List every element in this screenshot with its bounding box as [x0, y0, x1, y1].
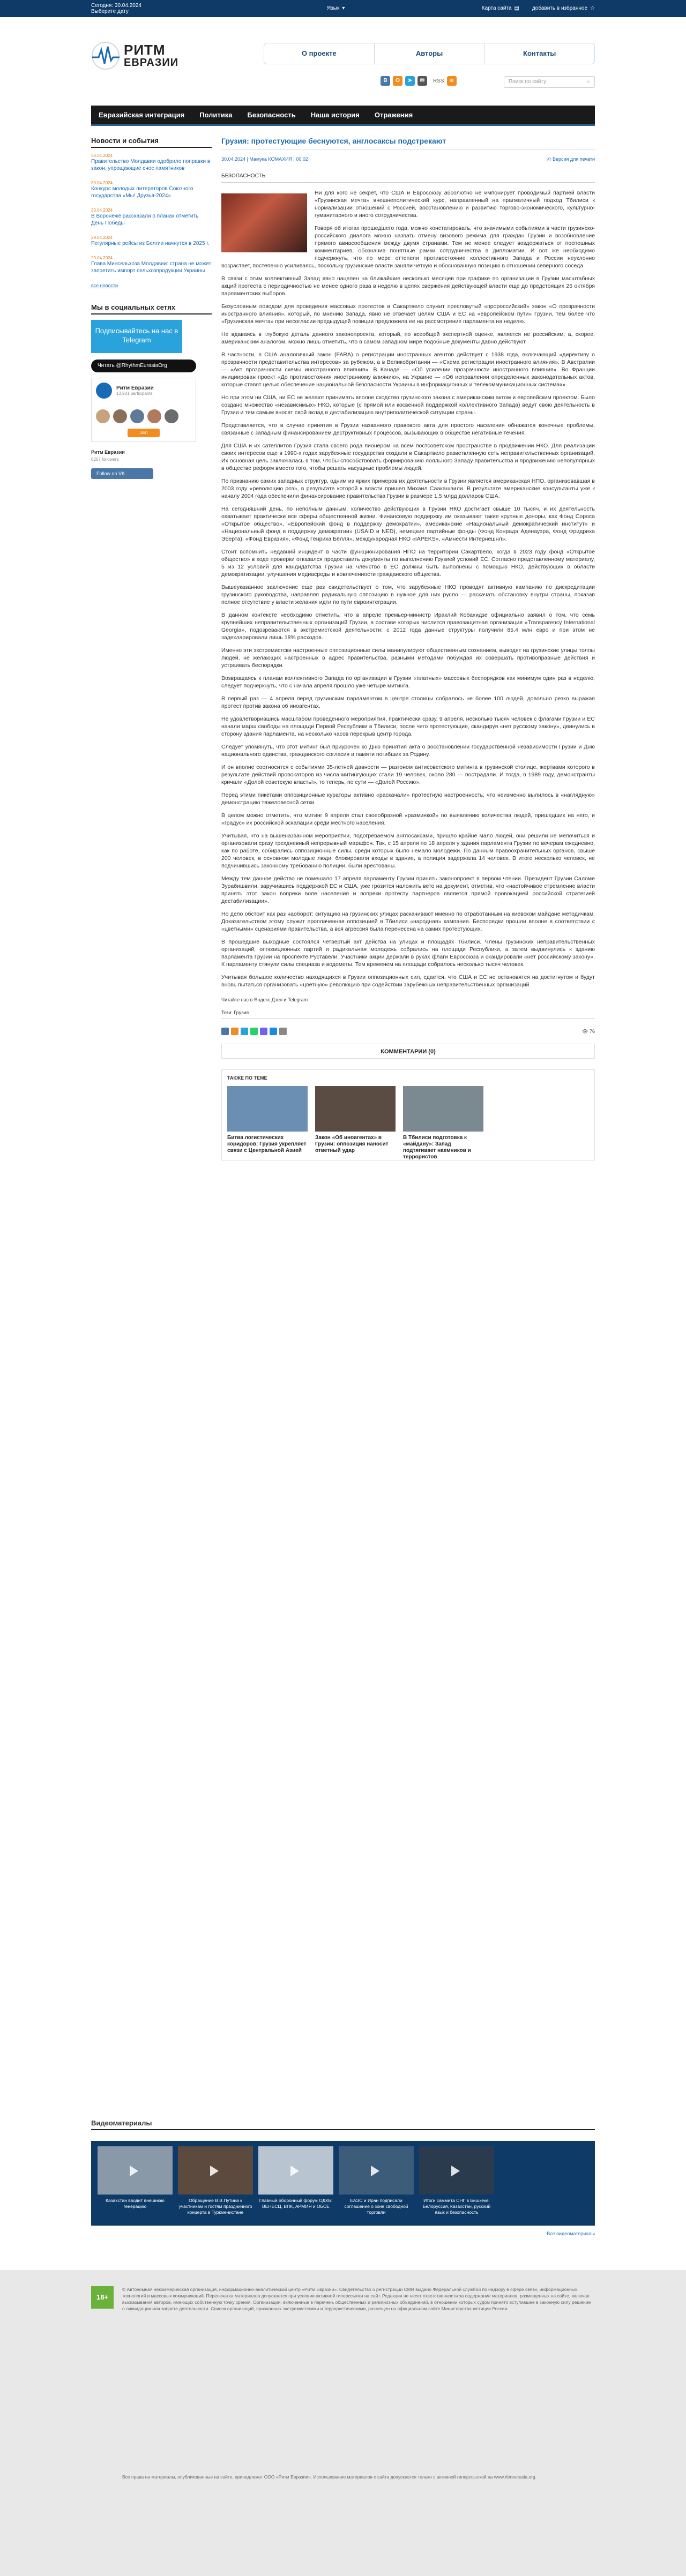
vk-icon[interactable]: В — [381, 76, 390, 86]
sitemap-icon: ▤ — [514, 5, 519, 11]
video-section — [91, 2119, 595, 2236]
avatar — [147, 409, 161, 423]
article-paragraph: В первый раз — 4 апреля перед грузинским парламентом в центре столицы собралось не более 100 людей, довольно резко выражая протест против закона об иноагентах. — [221, 695, 595, 709]
article-paragraph: Представляется, что в случае принятия в Грузии названного правового акта для простого населения обнажатся конечные проблемы, связанные с западным финансированием деструктивных процессов, вызывающих в обществе негативные течения. — [221, 422, 595, 436]
whatsapp-share-icon[interactable] — [250, 1028, 258, 1035]
copy-link-icon[interactable] — [279, 1028, 287, 1035]
video-card[interactable]: Казахстан вводит внешнюю генерацию — [98, 2146, 173, 2220]
search-input[interactable]: Поиск по сайту ⌕ — [504, 76, 595, 88]
article-paragraph: Но при этом ни США, ни ЕС не желают принимать вполне сходство грузинского закона с американским актом и европейским проектом. Было создано множество «независимых» НКО, которые (с прямой или косвенной поддержкой коллективного Запада) ведут свою деятельность в Грузии и тем самым вносят свой вклад в дестабилизацию внутриполитической ситуации страны. — [221, 394, 595, 416]
mail-share-icon[interactable] — [270, 1028, 277, 1035]
x-follow-button[interactable]: Читать @RhythmEurasiaOrg — [91, 360, 196, 372]
site-logo[interactable] — [91, 41, 178, 71]
ok-share-icon[interactable] — [231, 1028, 238, 1035]
article-body — [221, 188, 595, 989]
footer-copyright: Все права на материалы, опубликованные на сайте, принадлежат ООО «Ритм Евразии». Использование материалов с сайта допускается только с активной гиперссылкой на www.ritmeurasia.org. — [122, 2474, 537, 2480]
article-paragraph: Вышеуказанное заключение еще раз свидетельствует о том, что зарубежные НКО проводят активную кампанию по дискредитации грузинского руководства, направляя радикальную оппозицию в нужное для них русло — раскачать обстановку внутри страны, показав полное отсутствие у власти желания идти по пути евроинтеграции. — [221, 584, 595, 605]
article-paragraph: Не вдаваясь в глубокую деталь данного законопроекта, который, по всеобщей экспертной оценке, является не российским, а, скорее, американским аналогом, можно лишь отметить, что в самом западном мире подобные документы давно действуют. — [221, 331, 595, 345]
article-paragraph: Безусловным поводом для проведения массовых протестов в Сакартвело служит пресловутый «пророссийский» закон «О прозрачности иностранного влияния», который, по мнению Запада, явно не отвечает целям США и ЕС на «европейском пути» Грузии, тем более что «Грузинская мечта» при несогласии предыдущей позиции предложила ее на рассмотрение парламента на неделю. — [221, 303, 595, 325]
logo-pulse-icon — [91, 41, 121, 71]
news-heading: Новости и события — [91, 137, 212, 148]
article-tags[interactable]: Теги: Грузия — [221, 1010, 595, 1019]
article-paragraph: Для США и их сателлитов Грузия стала своего рода пионером на всем постсоветском пространстве в продвижении НКО. Для реализации своих интересов еще в 1990-х годах зарубежные государства создали в Сакартвело разветвленную сеть неправительственных организаций. Их основная цель заключалась в том, чтобы способствовать формированию лояльного Западу правительства и продвижению непопулярных в обществе реформ вместо того, чтобы решать насущные проблемы людей. — [221, 443, 595, 471]
article-photo — [221, 193, 307, 252]
menu-item[interactable]: Отражения — [374, 111, 413, 119]
related-thumbnail[interactable] — [315, 1086, 396, 1132]
related-articles — [221, 1069, 595, 1160]
chevron-down-icon: ▾ — [342, 5, 345, 11]
menu-item[interactable]: Наша история — [310, 111, 360, 119]
related-card[interactable]: Закон «Об иноагентах» в Грузии: оппозиция наносит ответный удар — [315, 1086, 396, 1160]
rss-icon[interactable]: ≋ — [447, 76, 457, 86]
today-date: Сегодня: 30.04.2024 — [91, 3, 141, 9]
article-paragraph: Именно эти экстремистски настроенные оппозиционные силы манипулируют общественным сознанием, выводят на грузинские улицы толпы людей, не желающих настроенных в адрес правительства, разными методами побуждая их совершать противоправные действия и устраивать беспорядки. — [221, 647, 595, 669]
avatar — [113, 409, 127, 423]
article-meta: 30.04.2024 | Мамука КОМАХИЯ | 00:02 ⎙ Версия для печати — [221, 156, 595, 162]
search-icon[interactable]: ⌕ — [587, 79, 590, 85]
article — [221, 137, 595, 1160]
article-section[interactable]: БЕЗОПАСНОСТЬ — [221, 173, 595, 183]
article-date: 30.04.2024 — [221, 156, 246, 162]
article-paragraph: Говоря об итогах прошедшего года, можно констатировать, что значимыми событиями в части грузинско-российского диалога можно назвать отмену визового режима для граждан Грузии и возобновление прямого авиасообщения между двумя странами. Тем не менее следует воздержаться от поспешных комментариев, обозначив понятные рамки сотрудничества в дипломатии. И вот же необходимо подчеркнуть, что по мере оттепели противостояние коллективного Запада и России неуклонно возрастает, постепенно усиливаясь, поскольку грузинские власти заняли четкую и обоснованную позицию в отношении северного соседа. — [221, 225, 595, 269]
video-carousel — [91, 2141, 595, 2226]
logo-line1: РИТМ — [124, 41, 166, 58]
article-paragraph: Учитывая, что на вышеназванном мероприятии, подогреваемом англосаксами, пришло крайне мало людей, они решили не мелочиться и организовали сразу трехдневный непрерывный марафон. Так, с 15 апреля по 18 апреля у здания парламента Грузии по вечерам ежедневно, как по работе, собирались оппозиционные силы, среди которых было немало молодежи. По данным правоохранительных органов, свыше 200 человек, в основном молодые люди, блокировали входы в здание, а полиция задержала 14 человек. В итоге несколько человек, не подчинившись законному требованию полиции, были арестованы. — [221, 833, 595, 869]
telegram-icon[interactable]: ➤ — [405, 76, 415, 86]
article-time: 00:02 — [296, 156, 308, 162]
telegram-widget — [91, 378, 196, 442]
article-paragraph: Перед этими пикетами оппозиционные кураторы активно «раскачали» протестную настроенность, что неизменно вылилось в «наглядную» демонстрацию тяжеловесной сетки. — [221, 792, 595, 806]
tg-join-button[interactable]: Join — [128, 429, 160, 437]
top-nav — [264, 43, 595, 64]
video-thumbnail[interactable] — [258, 2146, 333, 2195]
eye-icon: 👁 — [582, 1028, 590, 1034]
article-paragraph: Возвращаясь к планам коллективного Запада по организации в Грузии «платных» массовых беспорядков как минимум один раз в неделю, следует подчеркнуть, что с начала апреля прошло уже четыре митинга. — [221, 675, 595, 689]
all-news-link[interactable]: все новости — [91, 283, 118, 288]
article-paragraph: Стоит вспомнить недавний инцидент в части функционирования НПО на территории Сакартвело, когда в 2023 году фонд «Открытое общество» в ходе проверки отказался предоставить документы по выполнению Грузией условий ЕС. Согласно представленному материалу, 5 из 12 условий для кандидатства Грузии на членство в ЕС должны быть выполнены с помощью НКО, действующих в области демократизации, улучшения медиасреды и вовлеченности гражданского общества. — [221, 549, 595, 578]
tg-channel-name: Ритм Евразии — [116, 385, 154, 391]
language-label: Язык — [327, 5, 340, 11]
video-thumbnail[interactable] — [98, 2146, 173, 2195]
nav-contacts[interactable]: Контакты — [523, 49, 556, 57]
list-item[interactable]: 30.04.2024 Конкурс молодых литераторов Союзного государства «Мы! Друзья-2024» — [91, 181, 193, 199]
social-heading: Мы в социальных сетях — [91, 303, 212, 314]
list-item[interactable]: 30.04.2024 В Воронеже рассказали о планах отметить День Победы — [91, 208, 199, 226]
language-switcher[interactable] — [327, 5, 345, 11]
menu-item[interactable]: Евразийская интеграция — [99, 111, 185, 119]
video-heading: Видеоматериалы — [91, 2119, 595, 2130]
favorites-link[interactable]: добавить в избранное ☆ — [532, 5, 595, 11]
related-card[interactable]: В Тбилиси подготовка к «майдану»: Запад подтягивает наемников и террористов — [403, 1086, 483, 1160]
left-sidebar — [91, 137, 212, 479]
list-item[interactable]: 29.04.2024 Регулярные рейсы из Белгии начнутся в 2025 г. — [91, 235, 210, 246]
article-paragraph: Учитывая большое количество находящихся в Грузии оппозиционных сил, сдается, что США и ЕС не остановятся на достигнутом и будут вновь пытаться организовать «цветную» революцию при содействии зарубежных неправительственных организаций. — [221, 974, 595, 988]
article-paragraph: По признанию самих западных структур, одним из ярких примеров их деятельности в Грузии является американская НПО, организовавшая в 2003 году «революцию роз», в результате которой к власти пришел Михаил Саакашвили. В результате американские консультанты уже к началу 2004 года обеспечили финансирование правительства Грузии в размере 1,5 млрд долларов США. — [221, 478, 595, 499]
article-paragraph: В прошедшие выходные состоялся четвертый акт действа на улицах и площадях Тбилиси. Члены грузинских неправительственных организаций, оппозиционных партий и радикальная молодежь собрались на площади Республики, а затем выдвинулись к зданию парламента Грузии на проспекте Руставели. Участники акции держали в руках флаги Евросоюза и скандировали «нет российскому закону». К парламенту стянули силы спецназа и водометы. Тем временем на площади собралось несколько тысяч человек. — [221, 939, 595, 968]
menu-item[interactable]: Политика — [199, 111, 233, 119]
telegram-subscribe-button[interactable]: Подписывайтесь на нас в Telegram — [91, 320, 182, 353]
ok-icon[interactable]: О — [393, 76, 402, 86]
avatar — [130, 409, 144, 423]
vk-follow-button[interactable]: Follow on VK — [91, 468, 153, 479]
video-card[interactable]: ЕАЭС и Иран подписали соглашение о зоне свободной торговли — [339, 2146, 414, 2220]
article-paragraph: Но дело обстоит как раз наоборот: ситуацию на грузинских улицах раскачивают именно по отработанным на киевском майдане методичкам. Доказательством этому служит проплаченная оппозицией в Тбилиси «народная» кампания. Беспорядки прошли вполне в соответствии с «цветными» сценариями правительства, а вся агрессия была перенесена на самих протестующих. — [221, 911, 595, 932]
logo-line2: ЕВРАЗИИ — [124, 56, 179, 69]
video-thumbnail[interactable] — [339, 2146, 414, 2195]
tg-members: 13,901 participants — [116, 391, 153, 396]
related-thumbnail[interactable] — [227, 1086, 308, 1132]
header — [0, 17, 686, 98]
age-rating-badge: 18+ — [91, 2286, 114, 2309]
menu-item[interactable]: Безопасность — [247, 111, 296, 119]
avatar — [96, 383, 112, 399]
article-paragraph: И он вполне соотносится с событиями 35-летней давности — разгоном антисоветского митинга в грузинской столице, жертвами которого в результате действий провокаторов из числа митингующих стали 19 человек, около 280 — пострадали. И тогда, в 1989 году, демонстранты кричали «Долой советскую власть!», то теперь, по сути — «Долой Россию». — [221, 764, 595, 785]
pick-date-link[interactable]: Выберите дату — [91, 9, 129, 14]
top-bar — [0, 0, 686, 17]
nav-authors[interactable]: Авторы — [374, 43, 485, 64]
vk-group-name: Ритм Евразии — [91, 450, 125, 455]
article-paragraph: На сегодняшний день, по неполным данным, количество действующих в Грузии НКО достигает свыше 10 тысяч, и их деятельность охватывает практически все сферы общественной жизни. Финансовую поддержку им оказывают такие крупные доноры, как Фонд Сороса «Открытое общество», «Европейский фонд в поддержку демократии», американские «Национальный демократический институт» и «Национальный фонд в поддержку демократии» (USAID и NED), немецкие партийные фонды (Фонд Конрада Аденауэра, Фонд Фридриха Эберта), «Фонд Евразия», «Фонд Генриха Бёлля», международная НКО «IAPEKS», «Амнести Интернешнл». — [221, 506, 595, 542]
video-thumbnail[interactable] — [419, 2146, 494, 2195]
footer — [0, 2270, 686, 2576]
article-paragraph: Следует упомянуть, что этот митинг был приурочен ко Дню принятия акта о восстановлении государственной независимости Грузии и Дню национального единства, гражданского согласия и памяти погибших за Родину. — [221, 744, 595, 758]
all-videos-link[interactable]: Все видеоматериалы — [547, 2231, 595, 2236]
related-card[interactable]: Битва логистических коридоров: Грузия укрепляет связи с Центральной Азией — [227, 1086, 308, 1160]
star-icon: ☆ — [590, 5, 595, 11]
list-item[interactable]: 30.04.2024 Правительство Молдавии одобрило поправки в закон, упрощающие снос памятников — [91, 153, 211, 171]
article-paragraph: Между тем данное действо не помешало 17 апреля парламенту Грузии принять законопроект в первом чтении. Президент Грузии Саломе Зурабишвили, заручившись поддержкой ЕС и США, уже грозится наложить вето на документ, отметив, что «настойчивое стремление власти принять этот закон вопреки воле населения и вопреки протесту партнеров является прямой провокацией российской стратегией дестабилизации». — [221, 875, 595, 904]
subscribe-line[interactable]: Читайте нас в Яндекс.Дзен и Telegram — [221, 997, 308, 1002]
nav-about[interactable]: О проекте — [301, 49, 337, 57]
avatar — [96, 409, 110, 423]
article-paragraph: В связи с этим коллективный Запад явно нацелен на ближайшие несколько месяцев при графике по организации в Грузии масштабных акций протеста с периодичностью не менее одного раза в неделю в целях свержения действующей власти еще до предстоящих 26 октября парламентских выборов. — [221, 275, 595, 297]
article-paragraph: В целом можно отметить, что митинг 9 апреля стал своеобразной «разминкой» по выявлению количества людей, пришедших на него, и «градус» их российской эскалации среди местного населения. — [221, 812, 595, 826]
share-bar — [221, 1028, 595, 1035]
article-paragraph: Не удовлетворившись масштабом проведенного мероприятия, практически сразу, 9 апреля, несколько тысяч человек с флагами Грузии и ЕС начали марш свободы на площади Первой Республики в Тбилиси, после чего протестующие, скандируя «нет русскому закону», двинулись в сторону здания парламента, на несколько часов перекрыв центр города. — [221, 716, 595, 737]
vk-share-icon[interactable] — [221, 1028, 229, 1035]
article-title: Грузия: протестующие беснуются, англосаксы подстрекают — [221, 137, 595, 150]
article-paragraph: В данном контексте необходимо отметить, что в апреле премьер-министр Ираклий Кобахидзе официально заявил о том, что семь крупнейших неправительственных организаций Грузии, в составе которых числится правозащитная организация «Transparency International Georgia», подозреваются в экстремистской деятельности: с 2012 года данные структуры получили 85,4 млн евро и при этом не задекларировали лишь 18% расходов. — [221, 612, 595, 641]
article-lead: Ни для кого не секрет, что США и Евросоюзу абсолютно не импонирует проводимый партией власти «Грузинская мечта» внешнеполитический курс, направленный на прагматичный подход Тбилиси к нормализации отношений с Россией, восстановлению и развитию торгово-экономического, культурно-гуманитарного и иного сотрудничества. — [315, 190, 595, 219]
list-item[interactable]: 29.04.2024 Глава Минсельхоза Молдавии: страна не может запретить импорт сельхозпродукции Украины — [91, 256, 212, 274]
article-paragraph: В частности, в США аналогичный закон (FARA) о регистрации иностранных агентов действует с 1938 года, включающий «директиву о прозрачности представительства интересов» за рубежом, а в Великобритании — «Схема регистрации иностранного влияния». В Австралии — «Акт прозрачности схемы иностранного влияния». В Канаде — «Об усилении прозрачности иностранного влияния». Во Франции инициирован проект «До противостояния иностранному влиянию», на Украине — «Об исправлении определенных законодательных актов, которые ставят целью обеспечение национальной безопасности Украины в информационных и телекоммуникационных системах». — [221, 351, 595, 388]
video-card[interactable]: Итоги саммита СНГ в Бишкеке: Белоруссия, Казахстан, русский язык и безопасность — [419, 2146, 494, 2220]
rss-label[interactable]: RSS — [433, 78, 444, 84]
social-icons — [381, 76, 457, 86]
video-card[interactable]: Главный оборонный форум ОДКБ: ВЕНЕСЦ, ВПК, АРМИЯ и ОБСЕ — [258, 2146, 333, 2220]
date-block — [91, 3, 141, 14]
telegram-share-icon[interactable] — [241, 1028, 248, 1035]
related-thumbnail[interactable] — [403, 1086, 483, 1132]
footer-legal-text: © Автономная некоммерческая организация, информационно-аналитический центр «Ритм Евразии». Свидетельство о регистрации СМИ выдано Федеральной службой по надзору в сфере связи, информационных технологий и массовых коммуникаций. Перепечатка материалов допускается при условии активной гиперссылки на сайт. Редакция не несет ответственности за содержание материалов, размещенных на сайте, включая высказывания авторов, имеющих собственную точку зрения. Организации, включенные в перечень общественных и религиозных объединений, в отношении которых судом принято вступившее в законную силу решение о ликвидации или запрете деятельности. Список организаций, признанных экстремистскими и террористическими, размещен на официальном сайте Министерства юстиции России. — [122, 2287, 591, 2311]
printer-icon: ⎙ — [547, 156, 553, 162]
video-card[interactable]: Обращение В.В.Путина к участникам и гостям праздничного концерта в Туркменистане — [178, 2146, 253, 2220]
vk-followers: 8267 followers — [91, 457, 119, 462]
avatar — [165, 409, 178, 423]
comments-header[interactable]: КОММЕНТАРИИ (0) — [221, 1044, 595, 1059]
views-counter: 👁 76 — [582, 1028, 595, 1034]
main-menu — [91, 106, 595, 126]
viber-share-icon[interactable] — [260, 1028, 267, 1035]
video-thumbnail[interactable] — [178, 2146, 253, 2195]
mail-icon[interactable]: ✉ — [417, 76, 427, 86]
sitemap-link[interactable]: Карта сайта ▤ — [481, 5, 519, 11]
related-heading: ТАКЖЕ ПО ТЕМЕ — [227, 1075, 267, 1081]
print-version-link[interactable]: ⎙ Версия для печати — [547, 156, 595, 162]
article-author[interactable]: Мамука КОМАХИЯ — [249, 156, 293, 162]
